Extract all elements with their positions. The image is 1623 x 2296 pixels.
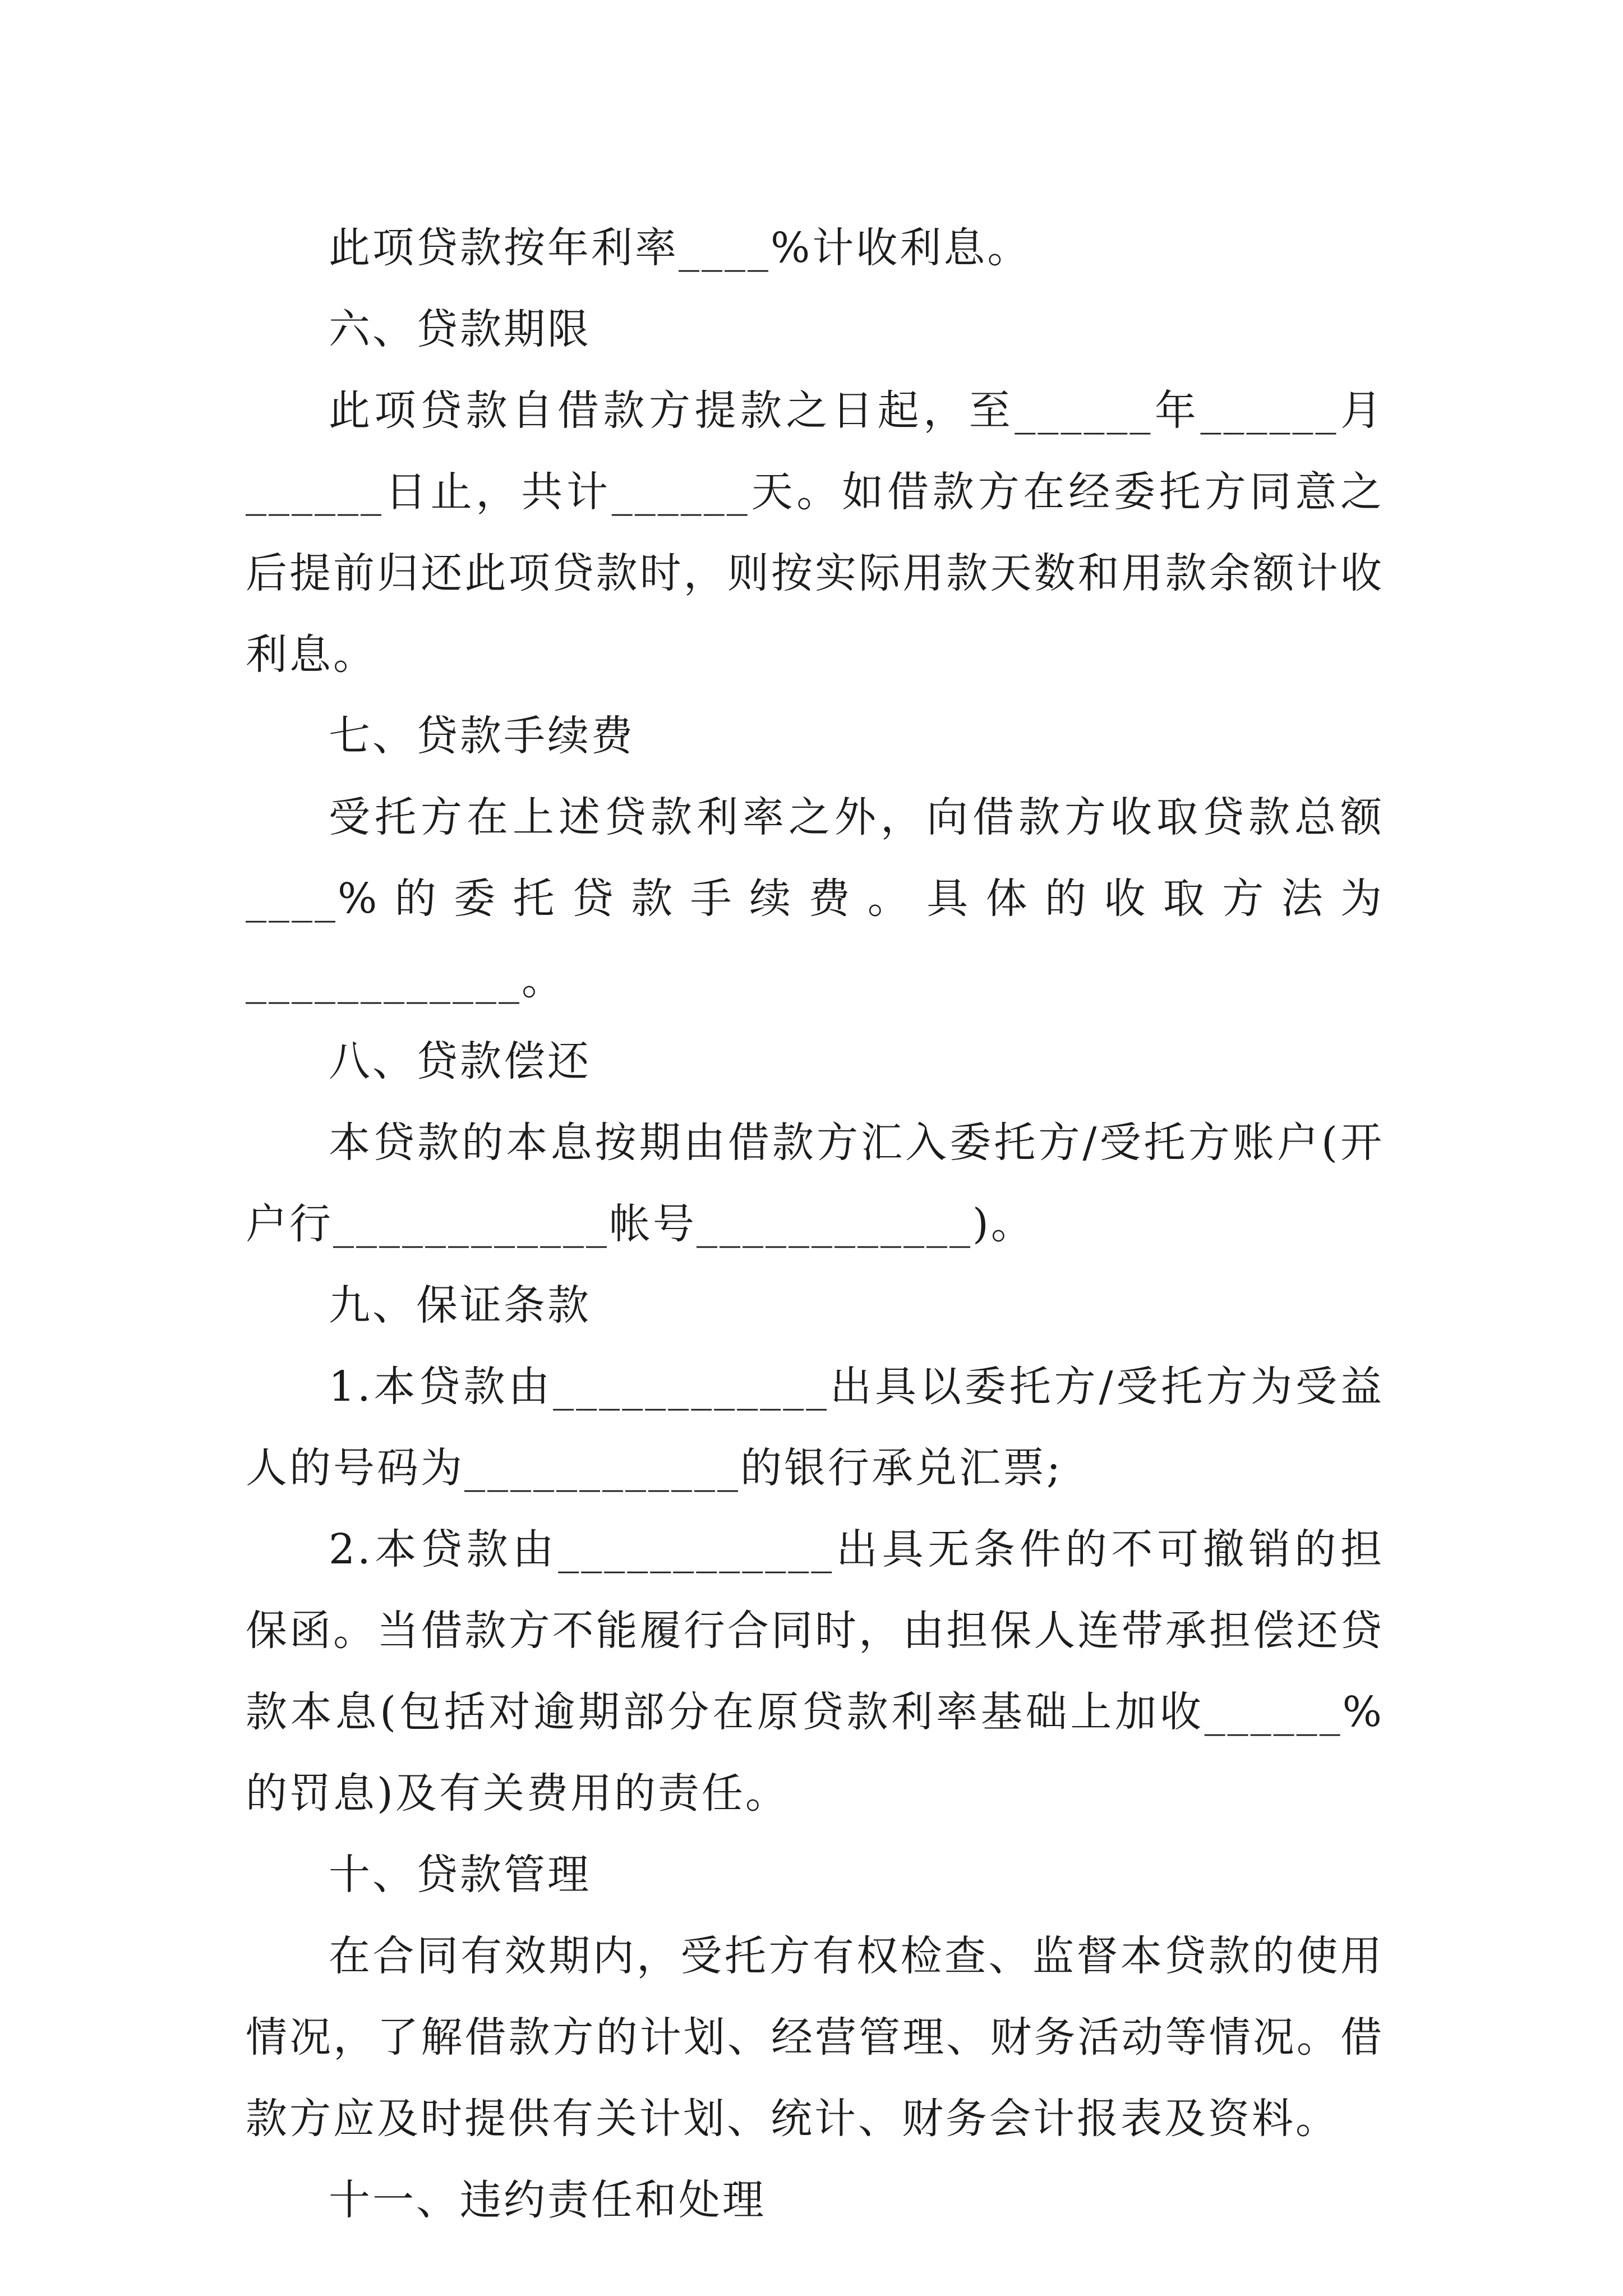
paragraph-loan-repayment: 本贷款的本息按期由借款方汇入委托方/受托方账户(开户行____________帐号____________)。: [246, 1119, 1384, 1248]
heading-guarantee: 九、保证条款: [329, 1281, 591, 1329]
heading-loan-term: 六、贷款期限: [329, 305, 591, 353]
paragraph-loan-management: 在合同有效期内，受托方有权检查、监督本贷款的使用情况，了解借款方的计划、经营管理、财务活动等情况。借款方应及时提供有关计划、统计、财务会计报表及资料。: [246, 1932, 1384, 2143]
heading-loan-management: 十、贷款管理: [329, 1851, 591, 1899]
paragraph-loan-term: 此项贷款自借款方提款之日起，至______年______月______日止，共计______天。如借款方在经委托方同意之后提前归还此项贷款时，则按实际用款天数和用款余额计收利息。: [246, 386, 1384, 679]
paragraph-guarantee-1: 1.本贷款由____________出具以委托方/受托方为受益人的号码为____________的银行承兑汇票;: [246, 1363, 1384, 1492]
heading-loan-fee: 七、贷款手续费: [329, 712, 635, 760]
heading-breach-liability: 十一、违约责任和处理: [329, 2176, 766, 2224]
heading-loan-repayment: 八、贷款偿还: [329, 1037, 591, 1085]
document-page: [246, 208, 1384, 2241]
paragraph-guarantee-2: 2.本贷款由____________出具无条件的不可撤销的担保函。当借款方不能履行合同时，由担保人连带承担偿还贷款本息(包括对逾期部分在原贷款利率基础上加收______%的罚息)及有关费用的责任。: [246, 1525, 1384, 1818]
paragraph-interest-rate: 此项贷款按年利率____%计收利息。: [329, 224, 1031, 272]
paragraph-loan-fee: 受托方在上述贷款利率之外，向借款方收取贷款总额____%的委托贷款手续费。具体的收取方法为____________。: [246, 793, 1384, 1004]
